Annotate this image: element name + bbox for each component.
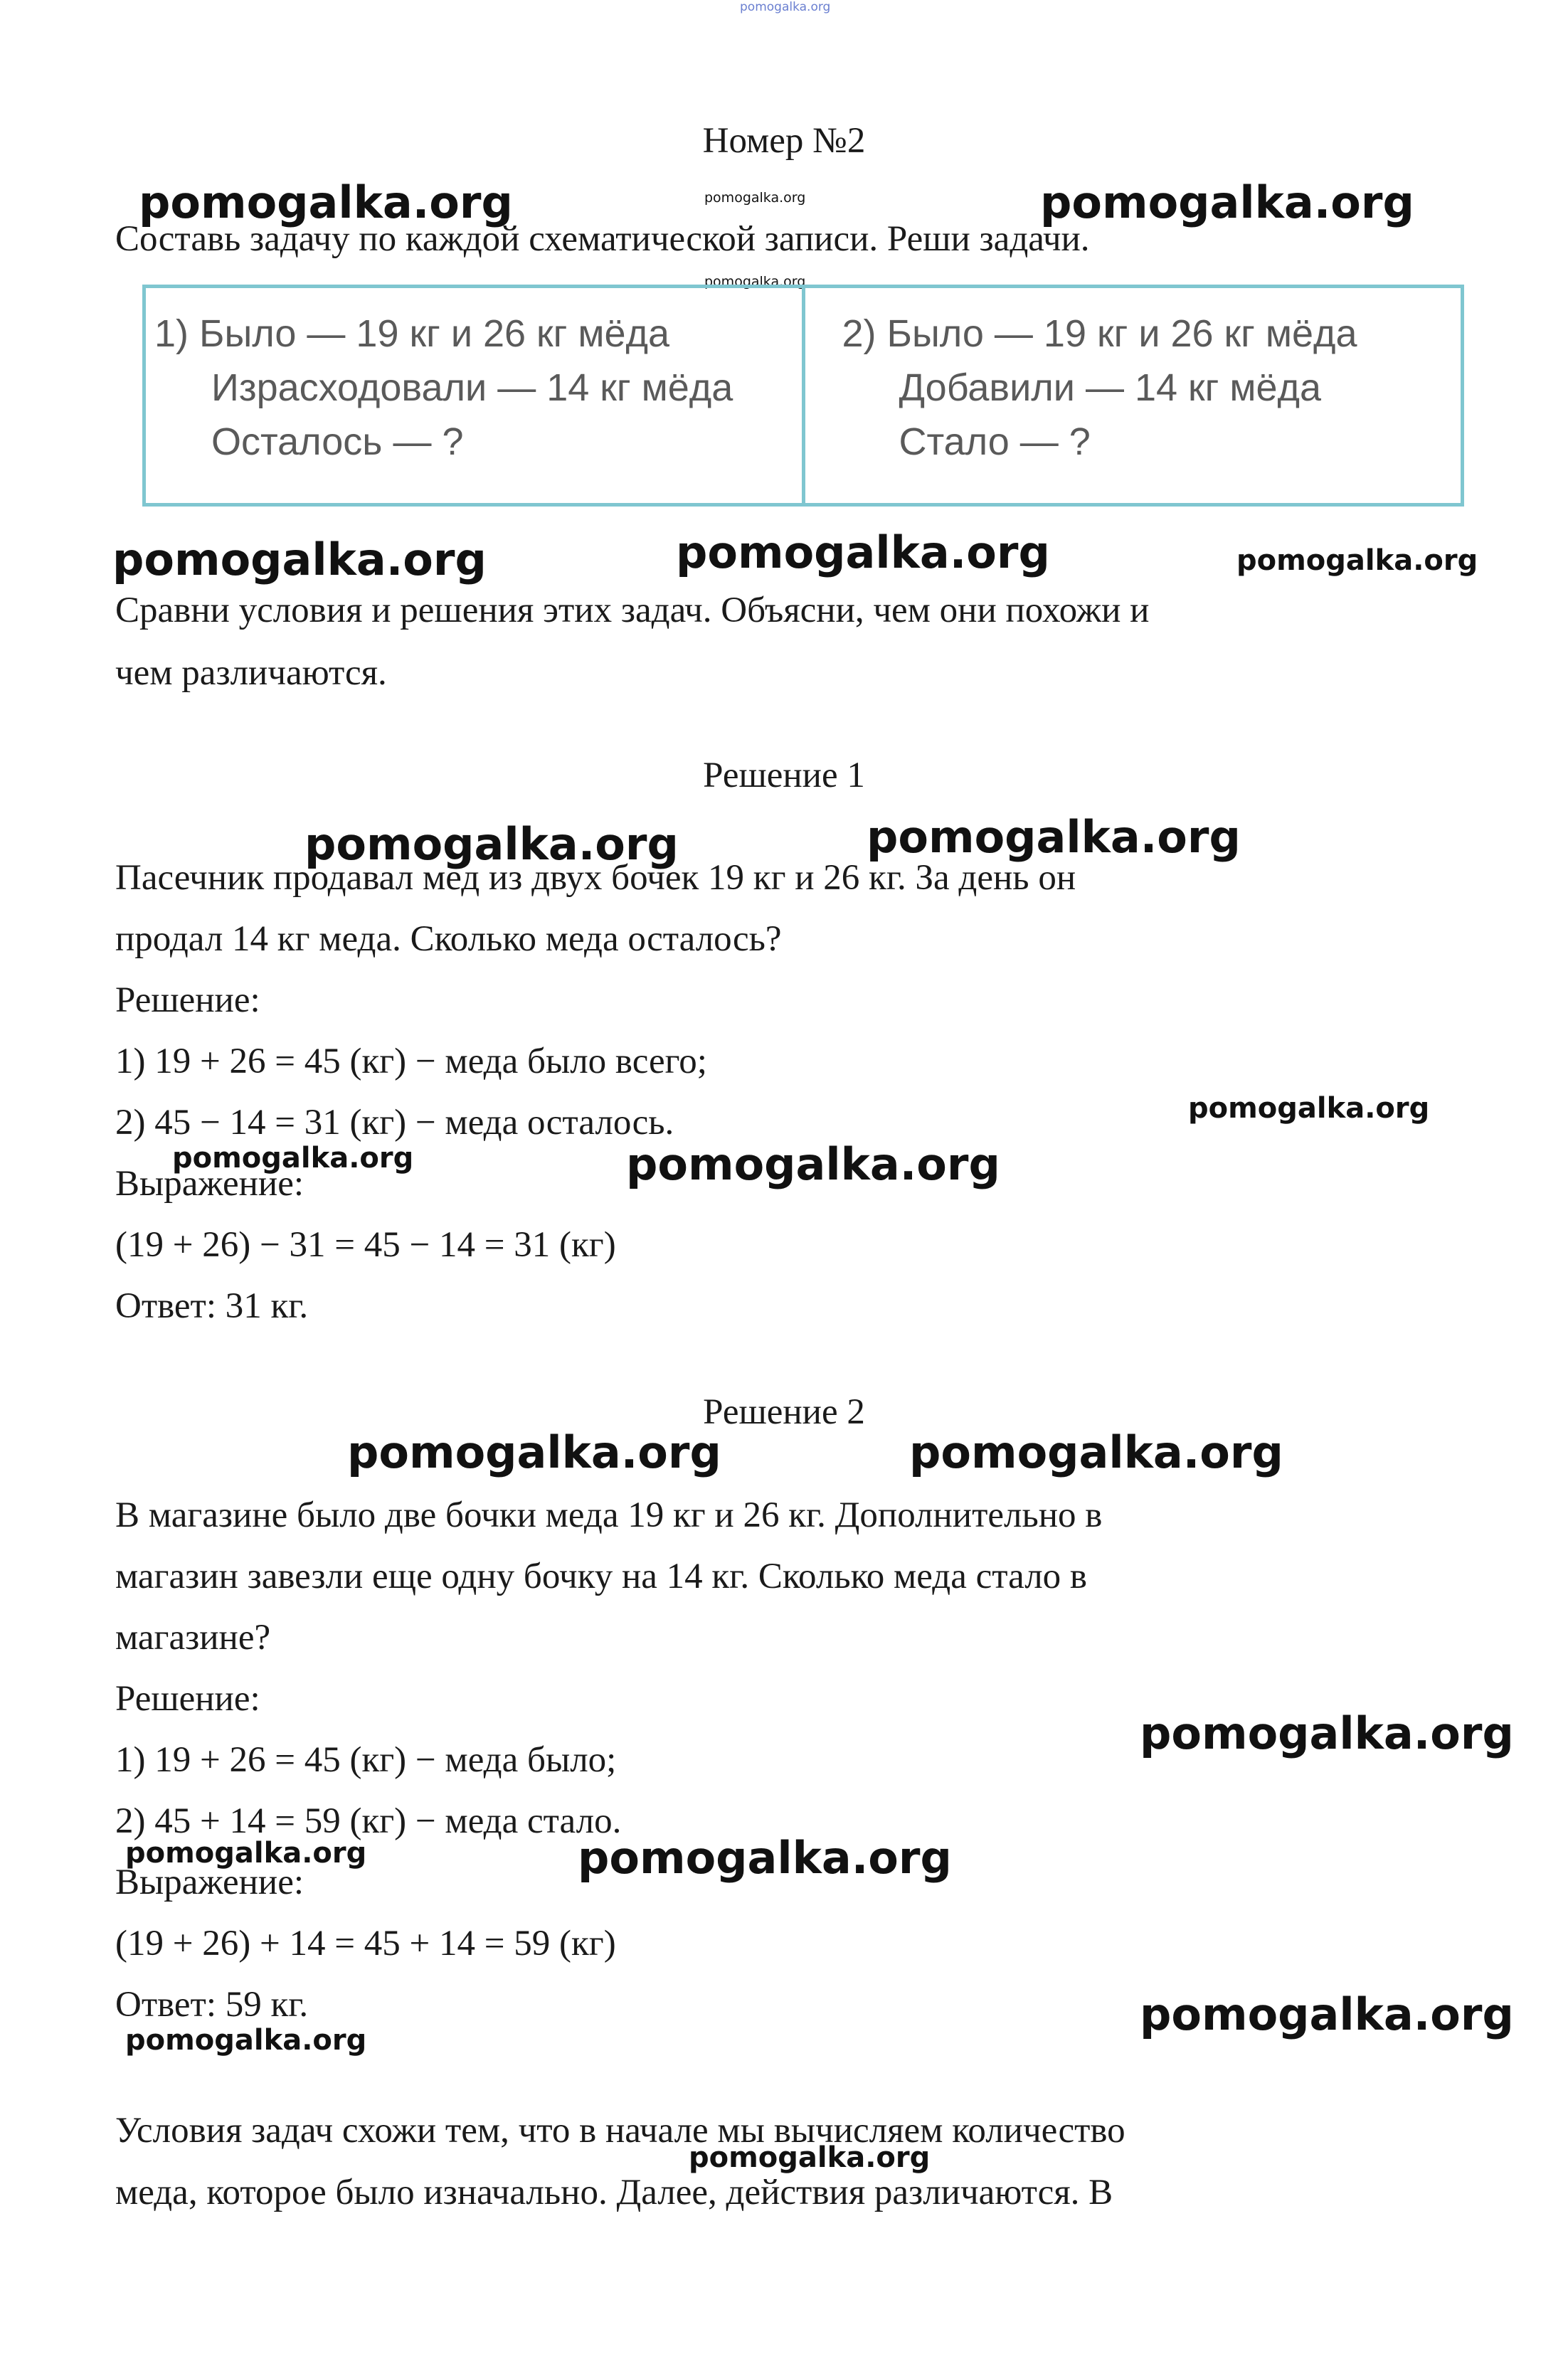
- solution1-line: 2) 45 − 14 = 31 (кг) − меда осталось.: [115, 1103, 674, 1143]
- watermark: pomogalka.org: [125, 2024, 367, 2057]
- watermark: pomogalka.org: [689, 2141, 931, 2174]
- conclusion-line: меда, которое было изначально. Далее, действия различаются. В: [115, 2173, 1113, 2212]
- schema-box: [142, 285, 1464, 507]
- solution2-answer: Ответ: 59 кг.: [115, 1985, 309, 2025]
- solution1-line: Выражение:: [115, 1164, 304, 1204]
- watermark: pomogalka.org: [347, 1426, 721, 1478]
- watermark: pomogalka.org: [704, 190, 806, 206]
- watermark: pomogalka.org: [139, 176, 513, 228]
- solution2-line: магазин завезли еще одну бочку на 14 кг. Сколько меда стало в: [115, 1557, 1087, 1596]
- solution1-line: (19 + 26) − 31 = 45 − 14 = 31 (кг): [115, 1225, 616, 1265]
- watermark: pomogalka.org: [304, 818, 679, 870]
- watermark: pomogalka.org: [1140, 1707, 1514, 1759]
- compare-line: чем различаются.: [115, 653, 387, 693]
- solution1-line: 1) 19 + 26 = 45 (кг) − меда было всего;: [115, 1041, 707, 1081]
- compare-line: Сравни условия и решения этих задач. Объясни, чем они похожи и: [115, 590, 1150, 630]
- solution2-line: (19 + 26) + 14 = 45 + 14 = 59 (кг): [115, 1924, 616, 1963]
- watermark: pomogalka.org: [1040, 176, 1414, 228]
- schema-line: Добавили — 14 кг мёда: [899, 366, 1322, 409]
- watermark: pomogalka.org: [1236, 544, 1478, 577]
- watermark: pomogalka.org: [125, 1837, 367, 1870]
- solution2-line: В магазине было две бочки меда 19 кг и 26 кг. Дополнительно в: [115, 1495, 1103, 1535]
- watermark: pomogalka.org: [172, 1142, 414, 1175]
- watermark: pomogalka.org: [1140, 1988, 1514, 2040]
- schema-line: 2) Было — 19 кг и 26 кг мёда: [842, 312, 1357, 355]
- solution2-line: Решение:: [115, 1679, 260, 1719]
- schema-line: 1) Было — 19 кг и 26 кг мёда: [154, 312, 670, 355]
- watermark: pomogalka.org: [909, 1426, 1283, 1478]
- page-title: Номер №2: [702, 121, 866, 161]
- schema-right: [802, 288, 1461, 503]
- solution2-line: магазине?: [115, 1618, 271, 1658]
- solution1-answer: Ответ: 31 кг.: [115, 1286, 309, 1326]
- task-text: Составь задачу по каждой схематической записи. Реши задачи.: [115, 219, 1090, 259]
- solution2-line: 2) 45 + 14 = 59 (кг) − меда стало.: [115, 1801, 622, 1841]
- watermark: pomogalka.org: [704, 274, 806, 290]
- source-mark: pomogalka.org: [740, 0, 831, 14]
- schema-left: [146, 288, 802, 503]
- watermark: pomogalka.org: [626, 1138, 1000, 1190]
- solution2-line: Выражение:: [115, 1862, 304, 1902]
- conclusion-line: Условия задач схожи тем, что в начале мы вычисляем количество: [115, 2111, 1125, 2151]
- schema-line: Осталось — ?: [211, 420, 464, 463]
- schema-line: Стало — ?: [899, 420, 1091, 463]
- solution2-line: 1) 19 + 26 = 45 (кг) − меда было;: [115, 1740, 617, 1780]
- solution2-heading: Решение 2: [703, 1392, 865, 1432]
- watermark: pomogalka.org: [112, 534, 487, 585]
- watermark: pomogalka.org: [578, 1832, 952, 1884]
- solution1-line: Пасечник продавал мед из двух бочек 19 кг и 26 кг. За день он: [115, 858, 1076, 898]
- watermark: pomogalka.org: [676, 526, 1050, 578]
- watermark: pomogalka.org: [1188, 1092, 1430, 1125]
- schema-line: Израсходовали — 14 кг мёда: [211, 366, 733, 409]
- solution1-heading: Решение 1: [703, 756, 865, 795]
- solution1-line: Решение:: [115, 980, 260, 1020]
- watermark: pomogalka.org: [867, 811, 1241, 863]
- solution1-line: продал 14 кг меда. Сколько меда осталось?: [115, 919, 782, 959]
